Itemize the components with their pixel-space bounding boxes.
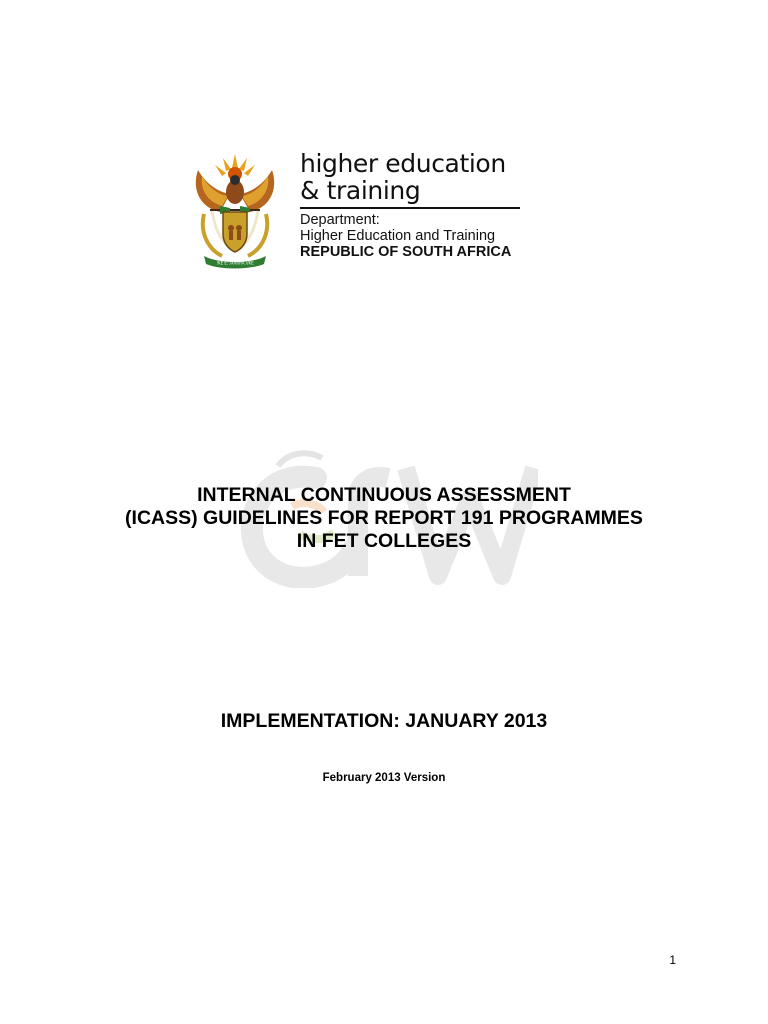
department-label: Department: <box>300 212 380 228</box>
brand-line-2: & training <box>300 176 421 205</box>
department-logo <box>190 150 530 275</box>
page-number: 1 <box>669 953 676 967</box>
svg-text:!KE E: /XARRA //KE: !KE E: /XARRA //KE <box>216 260 254 266</box>
document-title <box>0 484 768 553</box>
coat-of-arms-icon <box>190 152 280 270</box>
title-line-1: INTERNAL CONTINUOUS ASSESSMENT <box>197 484 571 506</box>
brand-text <box>300 150 532 260</box>
title-line-3: IN FET COLLEGES <box>296 530 472 552</box>
country-name: REPUBLIC OF SOUTH AFRICA <box>300 244 512 260</box>
department-name: Higher Education and Training <box>300 228 496 244</box>
brand-line-1: higher education <box>300 149 506 178</box>
title-line-2: (ICASS) GUIDELINES FOR REPORT 191 PROGRAMMES <box>125 507 643 529</box>
brand-divider <box>300 207 520 209</box>
version-label: February 2013 Version <box>322 772 446 784</box>
implementation-date: IMPLEMENTATION: JANUARY 2013 <box>220 710 548 732</box>
